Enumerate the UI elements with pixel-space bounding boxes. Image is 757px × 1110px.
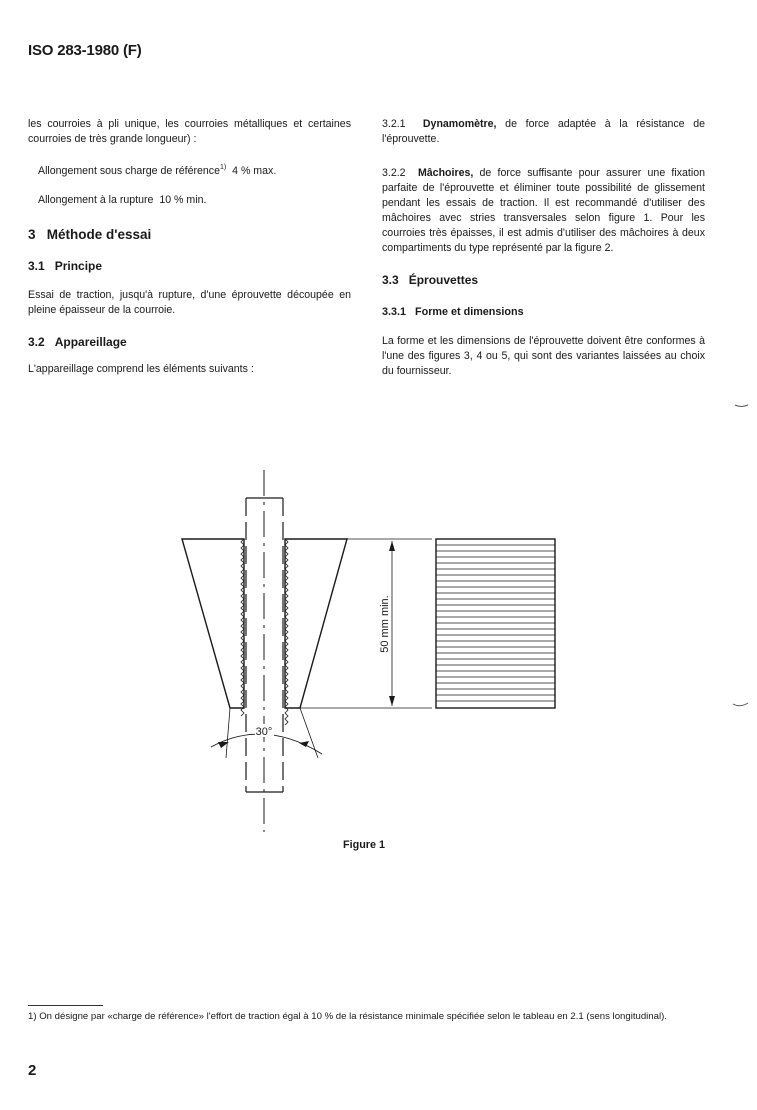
section-3-2-2-term: Mâchoires, xyxy=(417,167,474,179)
section-3-2-2-paragraph: 3.2.2 Mâchoires, de force suffisante pour assurer une fixation parfaite de l'éprouvette et éliminer toute possibilité de glissement pendant les essais de traction. Il est recommandé d'utiliser des mâchoires avec stries transversales selon figure 1. Pour les courroies très épaisses, il est admis d'utiliser des mâchoires à deux compartiments du type représenté par la figure 2. xyxy=(382,167,705,254)
dimension-label: 50 mm min. xyxy=(379,595,391,653)
footnote-rule xyxy=(28,1005,103,1006)
section-3-2-1-paragraph: 3.2.1 Dynamomètre, de force adaptée à la résistance de l'éprouvette. xyxy=(382,118,705,145)
intro-paragraph: les courroies à pli unique, les courroies métalliques et certaines courroies de très grande longueur) : xyxy=(28,118,351,145)
angle-label: 30° xyxy=(255,726,273,738)
side-view-stripes xyxy=(436,545,555,701)
scan-mark-1 xyxy=(735,405,748,407)
scan-mark-2 xyxy=(733,703,748,706)
section-3-3-heading: 3.3 Éprouvettes xyxy=(382,273,479,287)
figure-caption: Figure 1 xyxy=(343,839,385,851)
break-elongation-label: Allongement à la rupture xyxy=(38,194,154,206)
section-3-2-heading: 3.2 Appareillage xyxy=(28,335,127,349)
footnote-text: 1) On désigne par «charge de référence» l'effort de traction égal à 10 % de la résistance minimale spécifiée selon le tableau en 2.1 (sens longitudinal). xyxy=(28,1011,667,1022)
section-3-1-text: Essai de traction, jusqu'à rupture, d'une éprouvette découpée en pleine épaisseur de la courroie. xyxy=(28,289,351,316)
section-3-1-heading: 3.1 Principe xyxy=(28,259,103,273)
load-elongation-label: Allongement sous charge de référence xyxy=(38,165,220,177)
footnote-ref: 1) xyxy=(219,164,227,171)
break-elongation-value: 10 % min. xyxy=(159,194,207,206)
section-3-3-1-heading: 3.3.1 Forme et dimensions xyxy=(382,306,524,318)
left-jaw xyxy=(182,539,244,708)
dim-arrow-bottom xyxy=(389,696,395,706)
section-3-heading: 3 Méthode d'essai xyxy=(28,227,152,242)
page-number: 2 xyxy=(28,1062,37,1079)
section-3-2-1-term: Dynamomètre, xyxy=(422,118,497,130)
section-3-2-text: L'appareillage comprend les éléments suivants : xyxy=(28,363,254,375)
section-3-3-1-text: La forme et les dimensions de l'éprouvette doivent être conformes à l'une des figures 3, 4 ou 5, qui sont des variantes laissées au choix du fournisseur. xyxy=(382,335,705,377)
angle-line-left xyxy=(226,708,230,758)
right-jaw xyxy=(285,539,347,708)
dim-arrow-top xyxy=(389,541,395,551)
load-elongation-value: 4 % max. xyxy=(232,165,277,177)
document-header: ISO 283-1980 (F) xyxy=(28,42,142,59)
